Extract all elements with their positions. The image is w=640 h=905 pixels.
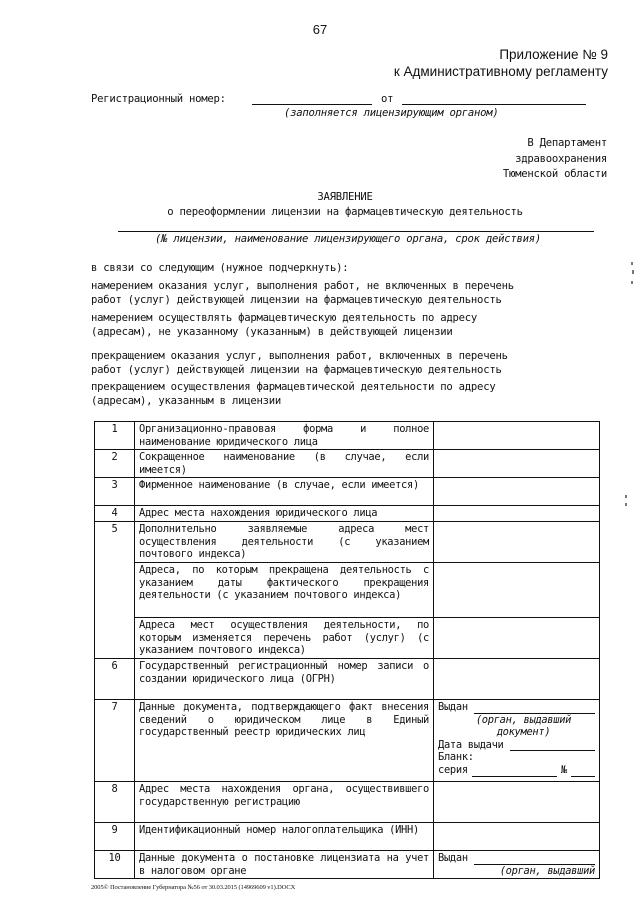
row-value-cell[interactable] [434, 506, 600, 522]
appendix-title: Приложение № 9 [499, 47, 608, 62]
application-table [94, 421, 600, 879]
scan-mark [631, 262, 633, 265]
registration-date-line [402, 104, 586, 105]
table-row [95, 521, 600, 562]
reason-line: намерением осуществлять фармацевтическую деятельность по адресу [91, 312, 478, 324]
scan-mark [632, 270, 634, 274]
row-value-cell[interactable] [434, 450, 600, 478]
license-info-line [118, 231, 594, 232]
license-info-note: (№ лицензии, наименование лицензирующего органа, срок действия) [154, 233, 542, 245]
issued-label: Выдан [438, 700, 468, 713]
document-footer: 2005© Постановление Губернатора №56 от 30.03.2015 (14969609 v1).DOCX [91, 884, 296, 891]
appendix-regulation: к Административному регламенту [393, 64, 608, 79]
table-row [95, 562, 600, 617]
registration-from-label: от [381, 93, 394, 105]
row-number: 1 [95, 422, 135, 450]
row-description: Идентификационный номер налогоплательщика (ИНН) [135, 822, 434, 850]
addressee-line-2: здравоохранения [515, 152, 607, 165]
row-description: Данные документа, подтверждающего факт внесения сведений о юридическом лице в Единый государственный реестр юридических лиц [135, 699, 434, 781]
row-description: Адрес места нахождения органа, осуществившего государственную регистрацию [135, 781, 434, 822]
registration-number-line [252, 104, 372, 105]
appendix-header [394, 46, 608, 80]
addressee [503, 136, 607, 183]
row-value-cell[interactable] [434, 822, 600, 850]
scan-mark [625, 495, 627, 498]
table-row [95, 506, 600, 522]
row-value-cell[interactable] [434, 521, 600, 562]
issued-by-field[interactable] [438, 852, 595, 865]
table-row [95, 822, 600, 850]
row-description: Адреса, по которым прекращена деятельность с указанием даты фактического прекращения деятельности (с указанием почтового индекса) [135, 562, 434, 617]
reason-item [91, 380, 495, 408]
row-number: 2 [95, 450, 135, 478]
issuer-note: (орган, выдавший документ) [475, 713, 572, 739]
reason-item [91, 279, 514, 307]
issue-date-line[interactable] [510, 740, 595, 751]
form-label: Бланк: [438, 751, 474, 764]
series-label: серия [438, 763, 468, 776]
reason-line: прекращением оказания услуг, выполнения работ, включенных в перечень [91, 350, 508, 362]
table-row [95, 850, 600, 878]
row-description: Сокращенное наименование (в случае, если имеется) [135, 450, 434, 478]
table-row [95, 658, 600, 699]
registration-label: Регистрационный номер: [91, 93, 226, 105]
row-description: Организационно-правовая форма и полное наименование юридического лица [135, 422, 434, 450]
page-number: 67 [312, 22, 328, 37]
reason-line: (адресам), указанным в лицензии [91, 395, 281, 407]
table-row [95, 699, 600, 781]
row-description: Дополнительно заявляемые адреса мест осуществления деятельности (с указанием почтового индекса) [135, 521, 434, 562]
row-number: 7 [95, 699, 135, 781]
row-description: Фирменное наименование (в случае, если имеется) [135, 478, 434, 506]
number-label: № [561, 763, 567, 776]
row-description: Данные документа о постановке лицензиата на учет в налоговом органе [135, 850, 434, 878]
series-number-field[interactable] [438, 764, 595, 777]
row-number: 6 [95, 658, 135, 699]
table-row [95, 781, 600, 822]
row-number: 8 [95, 781, 135, 822]
issued-by-line[interactable] [474, 703, 595, 714]
row-value-cell[interactable] [434, 617, 600, 658]
reason-line: (адресам), не указанному (указанным) в действующей лицензии [91, 326, 453, 338]
document-subtitle: о переоформлении лицензии на фармацевтическую деятельность [167, 206, 523, 218]
row-number: 4 [95, 506, 135, 522]
registration-note: (заполняется лицензирующим органом) [284, 107, 499, 119]
row-value-cell[interactable] [434, 781, 600, 822]
issued-doc-cell[interactable] [434, 699, 600, 781]
issue-date-label: Дата выдачи [438, 738, 504, 751]
row-description: Государственный регистрационный номер записи о создании юридического лица (ОГРН) [135, 658, 434, 699]
issued-doc-cell[interactable] [434, 850, 600, 878]
reasons-intro: в связи со следующим (нужное подчеркнуть): [91, 262, 349, 274]
number-line[interactable] [571, 766, 595, 777]
row-value-cell[interactable] [434, 422, 600, 450]
issuer-note: (орган, выдавший [499, 864, 595, 877]
reason-line: прекращением осуществления фармацевтической деятельности по адресу [91, 381, 496, 393]
table-row [95, 617, 600, 658]
series-line[interactable] [472, 766, 557, 777]
issued-by-field[interactable] [438, 701, 595, 714]
issued-label: Выдан [438, 851, 468, 864]
document-title: ЗАЯВЛЕНИЕ [317, 191, 373, 203]
row-value-cell[interactable] [434, 562, 600, 617]
row-number: 5 [95, 521, 135, 658]
scan-mark [631, 281, 633, 284]
table-row [95, 478, 600, 506]
reason-line: работ (услуг) действующей лицензии на фармацевтическую деятельность [91, 294, 502, 306]
addressee-line-1: В Департамент [527, 137, 607, 149]
issued-by-line[interactable] [474, 854, 595, 865]
issue-date-field[interactable] [438, 739, 595, 752]
row-description: Адрес места нахождения юридического лица [135, 506, 434, 522]
table-row [95, 450, 600, 478]
reason-item [91, 311, 477, 339]
reason-line: намерением оказания услуг, выполнения работ, не включенных в перечень [91, 280, 514, 292]
row-number: 10 [95, 850, 135, 878]
scan-mark [625, 503, 627, 506]
row-value-cell[interactable] [434, 658, 600, 699]
row-number: 9 [95, 822, 135, 850]
table-row [95, 422, 600, 450]
reason-line: работ (услуг) действующей лицензии на фармацевтическую деятельность [91, 364, 502, 376]
row-value-cell[interactable] [434, 478, 600, 506]
reason-item [91, 349, 508, 377]
addressee-line-3: Тюменской области [502, 168, 607, 180]
row-description: Адреса мест осуществления деятельности, по которым изменяется перечень работ (услуг) (с указанием почтового индекса) [135, 617, 434, 658]
row-number: 3 [95, 478, 135, 506]
